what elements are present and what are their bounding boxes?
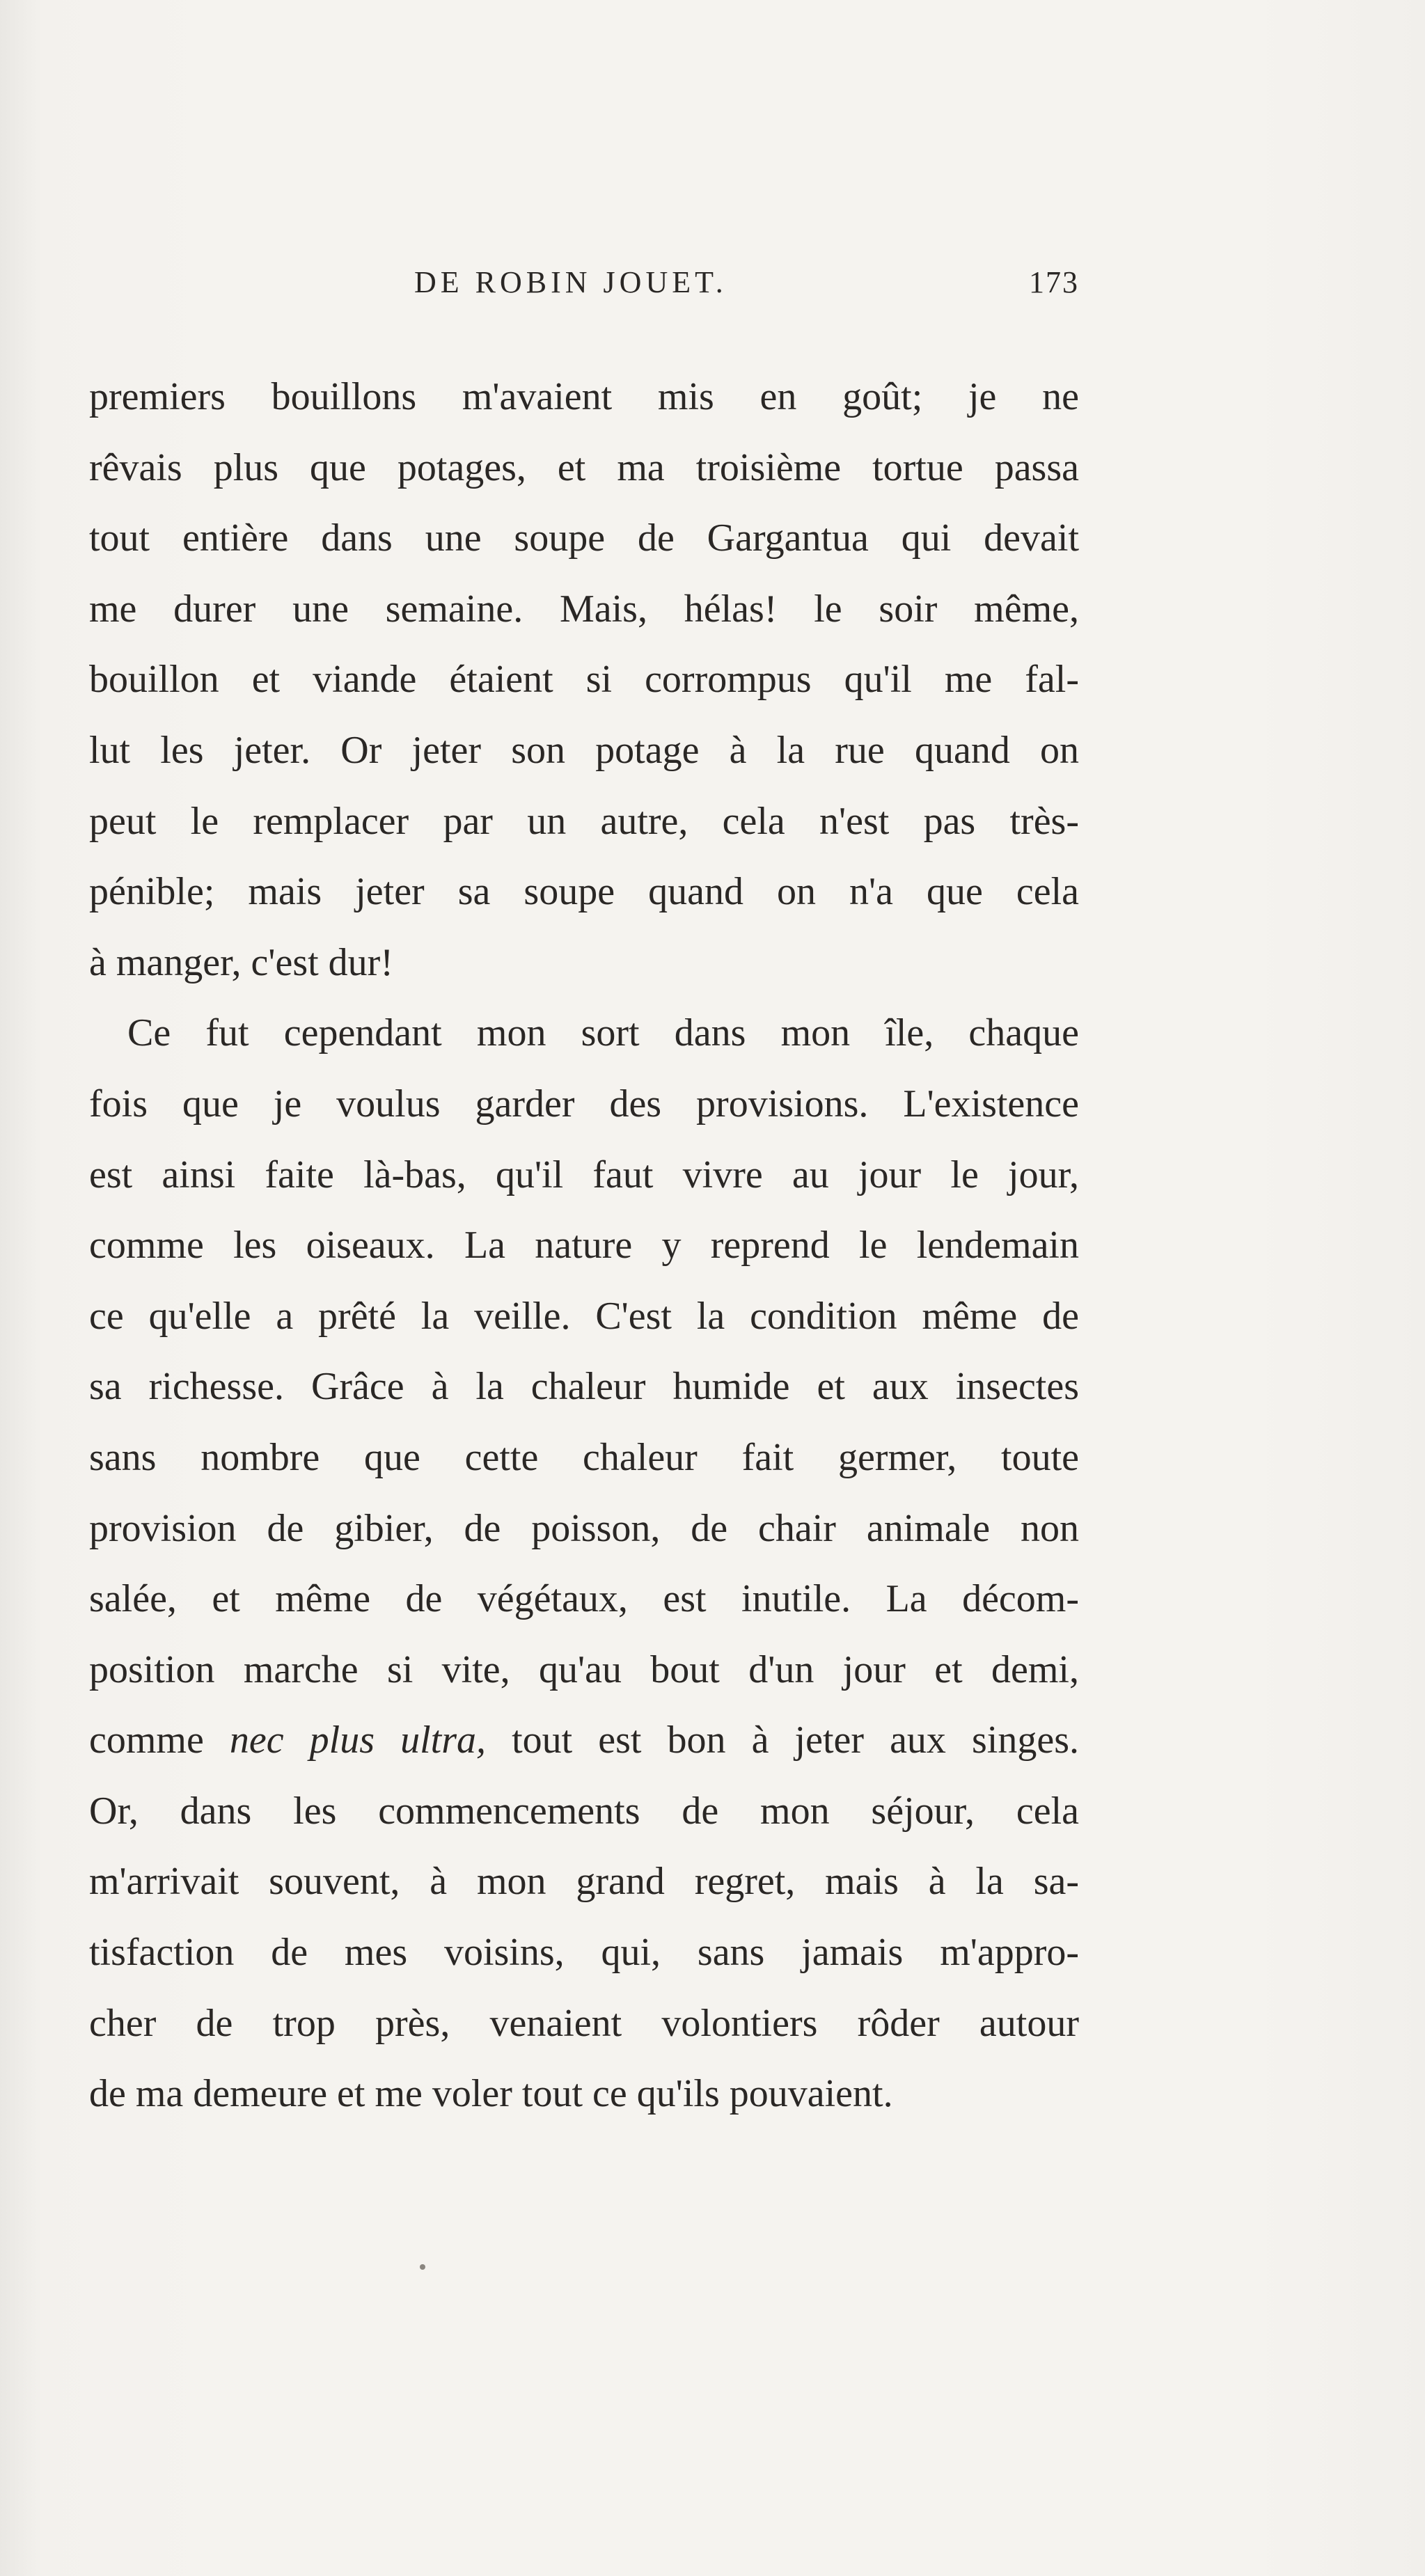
text-line: rêvais plus que potages, et ma troisième tortue passa (89, 445, 1079, 489)
text-line: ce qu'elle a prêté la veille. C'est la condition même de (89, 1294, 1079, 1338)
running-head (89, 264, 1079, 306)
text-line: comme les oiseaux. La nature y reprend le lendemain (89, 1224, 1079, 1267)
text-line: peut le remplacer par un autre, cela n'est pas très- (89, 799, 1079, 843)
text-line: de ma demeure et me voler tout ce qu'ils pouvaient. (89, 2072, 893, 2116)
text-line: tout entière dans une soupe de Gargantua qui devait (89, 516, 1079, 560)
text-line: premiers bouillons m'avaient mis en goût; je ne (89, 375, 1079, 418)
text-block (89, 362, 1079, 2130)
text-line: me durer une semaine. Mais, hélas! le soir même, (89, 587, 1079, 631)
text-line: m'arrivait souvent, à mon grand regret, mais à la sa- (89, 1860, 1079, 1904)
paragraph-end-line: à manger, c'est dur! (89, 940, 393, 984)
running-title: DE ROBIN JOUET. (414, 265, 727, 299)
text-segment: comme (89, 1718, 230, 1762)
text-segment: tout est bon à jeter aux singes. (486, 1718, 1079, 1762)
text-line: lut les jeter. Or jeter son potage à la rue quand on (89, 728, 1079, 772)
text-line: est ainsi faite là-bas, qu'il faut vivre au jour le jour, (89, 1153, 1079, 1196)
text-line: sans nombre que cette chaleur fait germer, toute (89, 1435, 1079, 1479)
text-line: salée, et même de végétaux, est inutile. La décom- (89, 1577, 1079, 1621)
text-line: provision de gibier, de poisson, de chair animale non (89, 1506, 1079, 1550)
text-line: position marche si vite, qu'au bout d'un jour et demi, (89, 1647, 1079, 1691)
text-line: fois que je voulus garder des provisions. L'existence (89, 1082, 1079, 1125)
paper-speck (420, 2264, 425, 2270)
paragraph-first-line: Ce fut cependant mon sort dans mon île, chaque (127, 1011, 1079, 1055)
page-number: 173 (1029, 265, 1079, 299)
text-line: cher de trop près, venaient volontiers rôder autour (89, 2001, 1079, 2045)
italic-phrase: nec plus ultra, (229, 1718, 487, 1762)
text-line: pénible; mais jeter sa soupe quand on n'a que cela (89, 870, 1079, 914)
text-line: tisfaction de mes voisins, qui, sans jamais m'appro- (89, 1931, 1079, 1975)
text-line-with-italic (89, 1705, 1079, 1776)
text-line: sa richesse. Grâce à la chaleur humide et aux insectes (89, 1365, 1079, 1409)
text-line: Or, dans les commencements de mon séjour, cela (89, 1789, 1079, 1833)
text-line: bouillon et viande étaient si corrompus qu'il me fal- (89, 658, 1079, 702)
